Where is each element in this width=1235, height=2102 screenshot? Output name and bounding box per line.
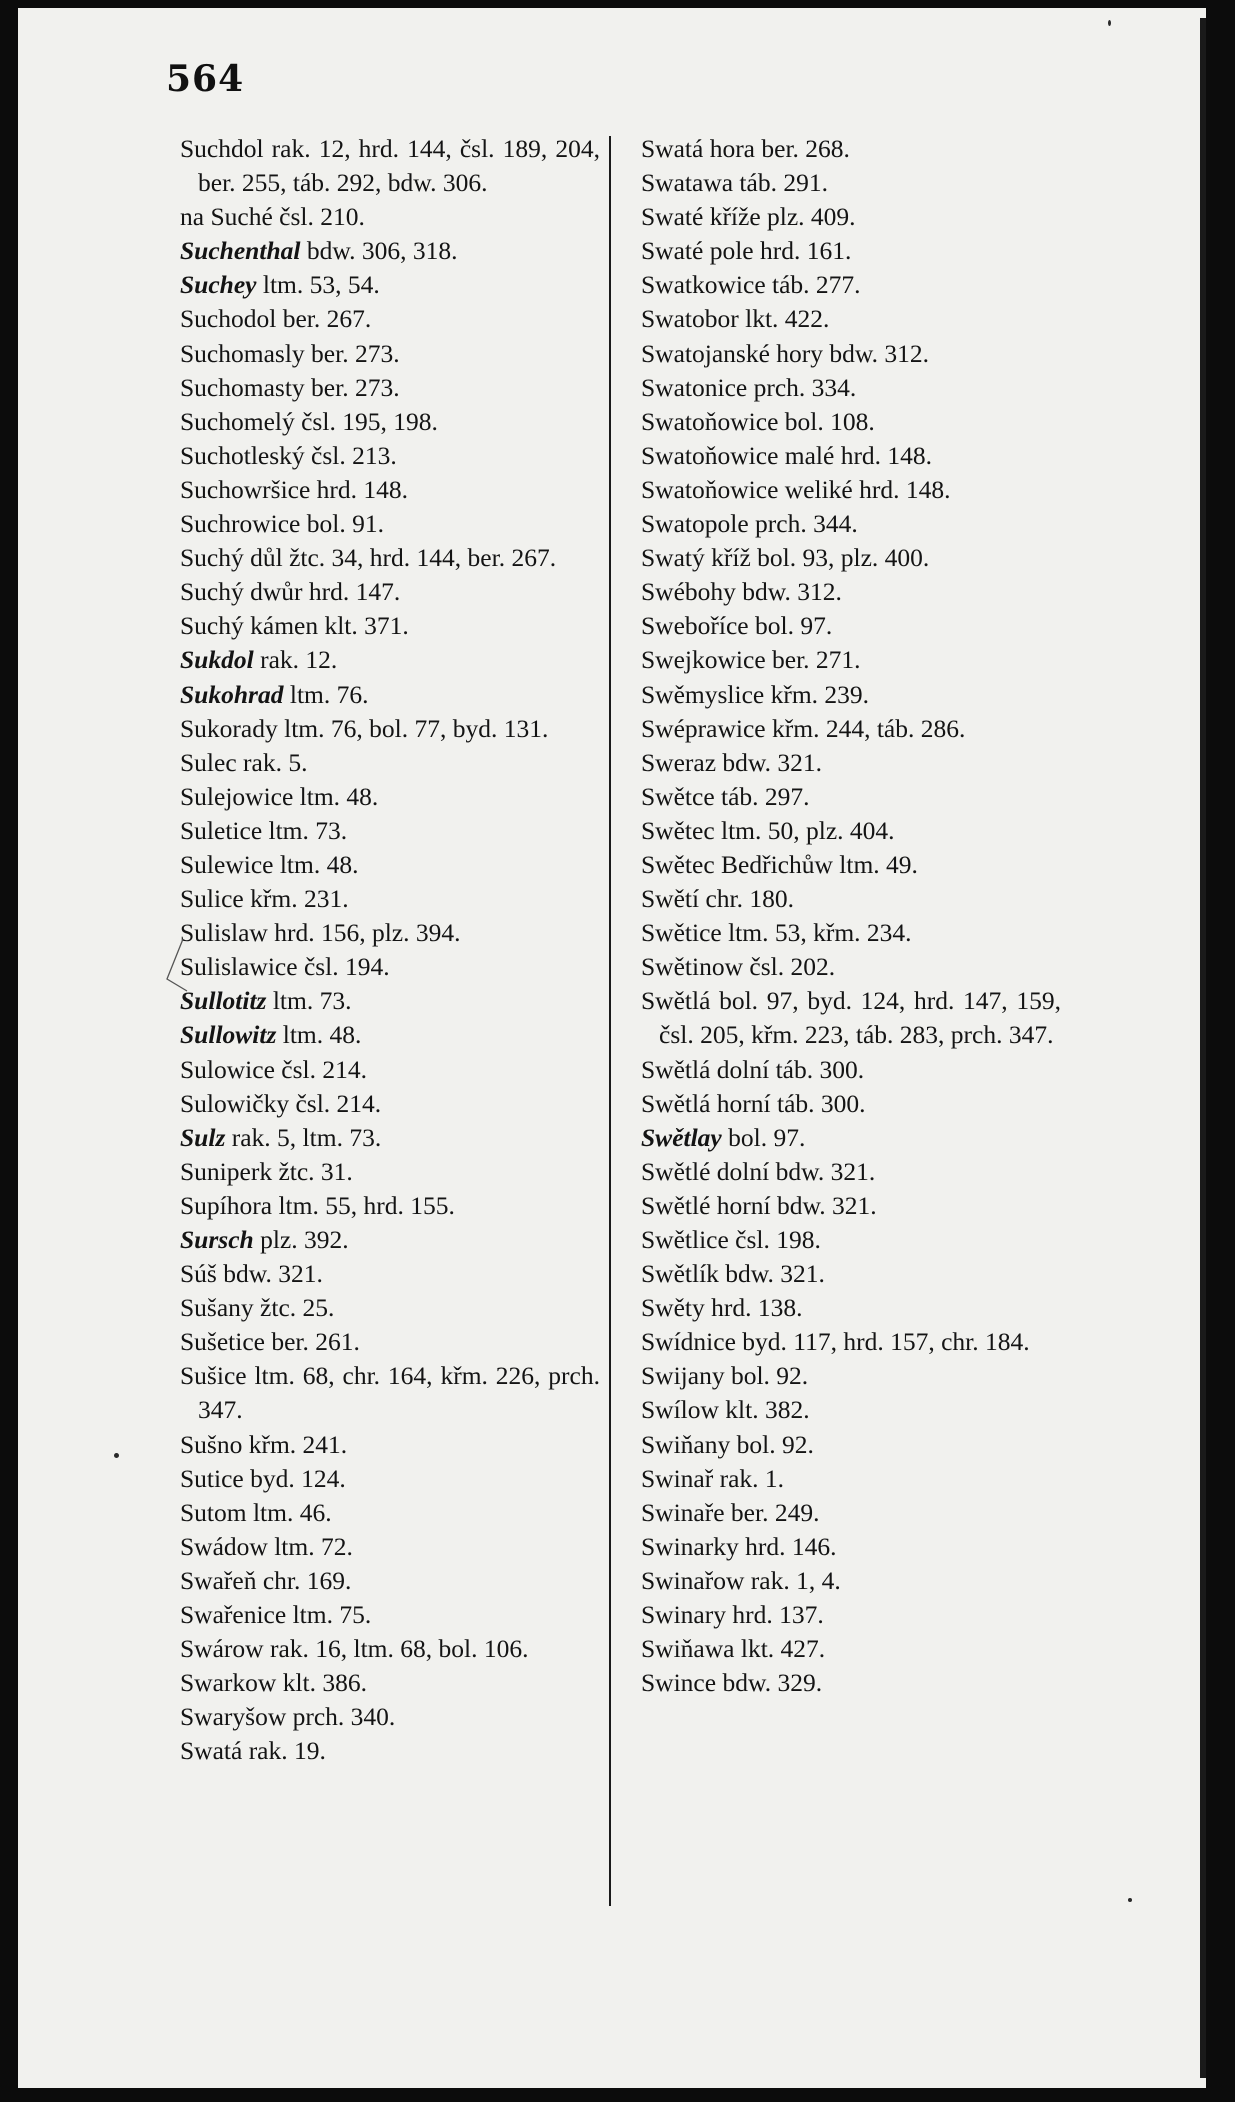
index-entry: Sušice ltm. 68, chr. 164, křm. 226, prch. 347. [180,1361,600,1425]
index-entry [180,984,600,1018]
index-entry: Swinary hrd. 137. [641,1600,824,1630]
index-entry: Swéprawice křm. 244, táb. 286. [641,713,966,743]
index-entry: Swinař rak. 1. [641,1463,785,1493]
index-entry: Swětice ltm. 53, křm. 234. [641,918,912,948]
index-entry: Sutice byd. 124. [180,1463,346,1493]
index-entry: Swětlá dolní táb. 300. [641,1054,865,1084]
index-entry [180,678,600,712]
index-entry: Swídnice byd. 117, hrd. 157, chr. 184. [641,1327,1030,1357]
index-entry: Swinarky hrd. 146. [641,1531,837,1561]
index-entry: Swatojanské hory bdw. 312. [641,338,930,368]
index-entry: Swětce táb. 297. [641,781,810,811]
entry-references: bol. 97. [721,1122,806,1152]
index-entry: Suchodol ber. 267. [180,304,372,334]
entry-headword: Sullotitz [180,986,267,1016]
page-edge [1200,18,1206,2078]
index-entry: Swatá rak. 19. [180,1736,326,1766]
index-entry [180,268,600,302]
index-entry: Sulejowice ltm. 48. [180,781,379,811]
index-entry: Swince bdw. 329. [641,1668,823,1698]
index-entry: Suchomasly ber. 273. [180,338,400,368]
index-entry: Swětí chr. 180. [641,884,794,914]
index-entry: Swařeň chr. 169. [180,1565,352,1595]
column-divider [609,136,611,1906]
left-column [180,132,600,1769]
entry-headword: Sullowitz [180,1020,277,1050]
index-entry: Súš bdw. 321. [180,1259,323,1289]
index-entry: Sušno křm. 241. [180,1429,348,1459]
index-entry: Swatawa táb. 291. [641,168,828,198]
index-entry: Swaté pole hrd. 161. [641,236,852,266]
index-entry: Sulice křm. 231. [180,884,349,914]
index-entry: Sweraz bdw. 321. [641,747,823,777]
entry-references: ltm. 76. [283,679,369,709]
index-entry: Suchotleský čsl. 213. [180,440,397,470]
index-entry: Suchý dwůr hrd. 147. [180,577,401,607]
entry-headword: Suchey [180,270,257,300]
index-entry: Swatá hora ber. 268. [641,134,850,163]
index-entry: Swejkowice ber. 271. [641,645,861,675]
index-entry: Swaté kříže plz. 409. [641,202,856,232]
index-entry [180,1223,600,1257]
ink-speck [114,1453,119,1458]
index-entry: Sulowičky čsl. 214. [180,1088,382,1118]
entry-headword: Swětlay [641,1122,722,1152]
entry-references: bdw. 306, 318. [300,236,458,266]
index-entry: Swiňawa lkt. 427. [641,1634,826,1664]
index-entry: Sutom ltm. 46. [180,1497,332,1527]
index-entry: Swatobor lkt. 422. [641,304,830,334]
index-entry: Swarkow klt. 386. [180,1668,367,1698]
index-entry [180,1121,600,1155]
index-entry: Swětinow čsl. 202. [641,952,836,982]
book-page [18,8,1206,2088]
index-entry: Swěmyslice křm. 239. [641,679,870,709]
entry-headword: Sursch [180,1225,254,1254]
index-entry: Swatý kříž bol. 93, plz. 400. [641,543,930,573]
entry-references: ltm. 73. [266,986,352,1016]
entry-references: ltm. 53, 54. [256,270,380,300]
entry-references: ltm. 48. [276,1020,362,1050]
index-entry: Sulislaw hrd. 156, plz. 394. [180,918,461,948]
entry-headword: Sulz [180,1122,226,1152]
right-column [641,132,1061,1700]
index-entry: Supíhora ltm. 55, hrd. 155. [180,1190,455,1220]
index-entry: Swětec ltm. 50, plz. 404. [641,815,895,845]
index-entry: Swětlice čsl. 198. [641,1225,821,1254]
entry-references: plz. 392. [253,1225,349,1254]
index-entry [180,234,600,268]
index-entry: Sukorady ltm. 76, bol. 77, byd. 131. [180,713,549,743]
index-entry: Swádow ltm. 72. [180,1531,353,1561]
entry-references: rak. 12. [253,645,338,675]
index-entry: Swatopole prch. 344. [641,509,858,539]
index-entry: Swárow rak. 16, ltm. 68, bol. 106. [180,1634,529,1664]
index-entry: na Suché čsl. 210. [180,202,365,232]
entry-references: rak. 5, ltm. 73. [225,1122,382,1152]
index-entry: Suchowršice hrd. 148. [180,474,409,504]
index-entry: Swětlé horní bdw. 321. [641,1190,877,1220]
index-entry: Swětlé dolní bdw. 321. [641,1156,876,1186]
margin-mark [161,935,191,995]
index-entry: Sulewice ltm. 48. [180,849,359,879]
index-entry: Swaryšow prch. 340. [180,1702,396,1732]
index-entry: Sušany žtc. 25. [180,1293,335,1323]
index-entry: Swěty hrd. 138. [641,1293,803,1323]
ink-speck [1108,20,1111,26]
index-entry: Swatoňowice malé hrd. 148. [641,440,933,470]
index-entry: Swílow klt. 382. [641,1395,810,1425]
index-entry: Swébohy bdw. 312. [641,577,842,607]
index-entry: Swařenice ltm. 75. [180,1600,372,1630]
entry-headword: Sukdol [180,645,254,675]
index-entry: Sweboříce bol. 97. [641,611,833,641]
index-entry [180,643,600,677]
index-entry: Sušetice ber. 261. [180,1327,360,1357]
index-entry: Swinaře ber. 249. [641,1497,820,1527]
index-entry: Swatoňowice weliké hrd. 148. [641,474,951,504]
index-entry: Suletice ltm. 73. [180,815,348,845]
index-entry [641,1121,1061,1155]
index-entry: Suchdol rak. 12, hrd. 144, čsl. 189, 204, ber. 255, táb. 292, bdw. 306. [180,134,600,198]
index-entry: Swinařow rak. 1, 4. [641,1565,841,1595]
index-entry: Swětlá bol. 97, byd. 124, hrd. 147, 159, čsl. 205, křm. 223, táb. 283, prch. 347. [641,986,1061,1050]
index-entry: Sulowice čsl. 214. [180,1054,367,1084]
index-entry: Swiňany bol. 92. [641,1429,814,1459]
index-entry: Suchrowice bol. 91. [180,509,384,539]
index-entry: Suchý kámen klt. 371. [180,611,409,641]
ink-speck [1128,1898,1132,1902]
index-entry: Swatoňowice bol. 108. [641,406,875,436]
index-entry: Suchomelý čsl. 195, 198. [180,406,438,436]
index-entry: Swijany bol. 92. [641,1361,809,1391]
index-entry: Swatkowice táb. 277. [641,270,861,300]
index-entry: Sulislawice čsl. 194. [180,952,390,982]
index-entry: Swětlá horní táb. 300. [641,1088,866,1118]
entry-headword: Suchenthal [180,236,301,266]
index-entry: Swatonice prch. 334. [641,372,857,402]
entry-headword: Sukohrad [180,679,284,709]
index-entry: Suchý důl žtc. 34, hrd. 144, ber. 267. [180,543,557,573]
index-entry: Swětec Bedřichůw ltm. 49. [641,849,918,879]
index-entry: Swětlík bdw. 321. [641,1259,825,1289]
index-entry: Sulec rak. 5. [180,747,308,777]
index-entry [180,1018,600,1052]
index-entry: Suchomasty ber. 273. [180,372,400,402]
page-number: 564 [166,58,245,100]
index-entry: Suniperk žtc. 31. [180,1156,353,1186]
